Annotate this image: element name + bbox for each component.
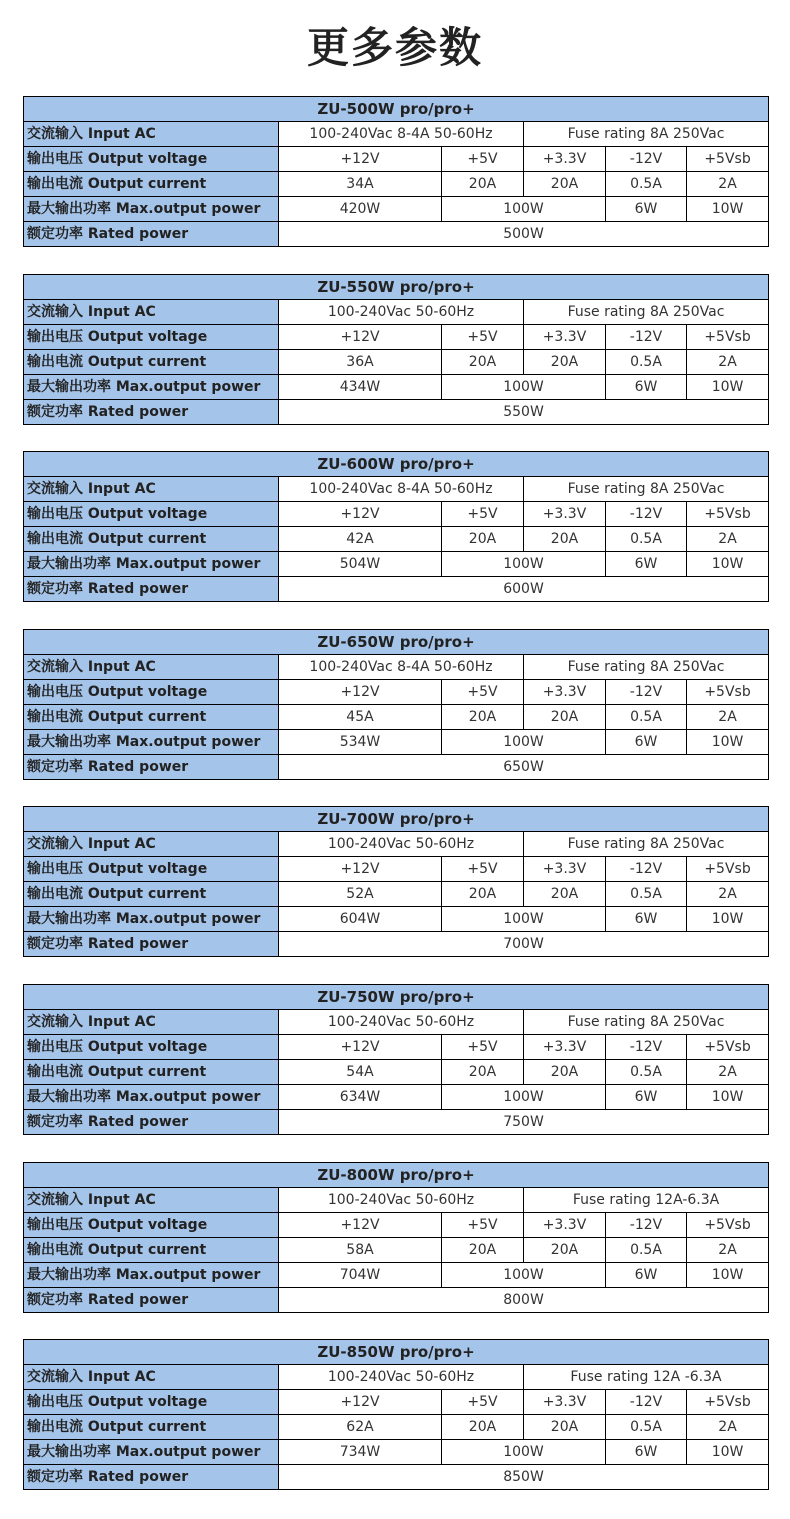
input-row [24,1188,769,1213]
input-label: 交流输入 Input AC [24,832,279,857]
max-power-cell: 10W [687,197,769,222]
voltage-cell: +5V [442,857,524,882]
current-cell: 54A [279,1060,442,1085]
model-row [24,275,769,300]
voltage-cell: +5Vsb [687,857,769,882]
current-cell: 45A [279,705,442,730]
voltage-cell: +5Vsb [687,502,769,527]
voltage-cell: -12V [606,502,687,527]
voltage-cell: +12V [279,680,442,705]
current-label: 输出电流 Output current [24,1238,279,1263]
rated-label: 额定功率 Rated power [24,222,279,247]
voltage-row [24,1213,769,1238]
rated-label: 额定功率 Rated power [24,577,279,602]
max-power-label: 最大输出功率 Max.output power [24,1085,279,1110]
max-power-cell: 10W [687,1440,769,1465]
model-row [24,807,769,832]
rated-power: 650W [279,755,769,780]
voltage-label: 输出电压 Output voltage [24,857,279,882]
voltage-cell: -12V [606,147,687,172]
current-cell: 2A [687,705,769,730]
current-cell: 20A [524,350,606,375]
rated-power: 850W [279,1465,769,1490]
current-cell: 0.5A [606,1415,687,1440]
max-power-row [24,1263,769,1288]
max-power-cell: 100W [442,907,606,932]
current-cell: 2A [687,527,769,552]
max-power-label: 最大输出功率 Max.output power [24,375,279,400]
current-label: 输出电流 Output current [24,350,279,375]
voltage-cell: +5V [442,1213,524,1238]
current-cell: 2A [687,350,769,375]
model-row [24,452,769,477]
max-power-cell: 100W [442,730,606,755]
max-power-cell: 100W [442,1085,606,1110]
current-cell: 20A [524,172,606,197]
current-label: 输出电流 Output current [24,1415,279,1440]
max-power-row [24,730,769,755]
spec-table [23,806,769,957]
current-row [24,1415,769,1440]
current-cell: 20A [524,527,606,552]
fuse-rating: Fuse rating 8A 250Vac [524,300,769,325]
voltage-label: 输出电压 Output voltage [24,680,279,705]
model-name: ZU-850W pro/pro+ [24,1340,769,1365]
max-power-row [24,552,769,577]
max-power-label: 最大输出功率 Max.output power [24,197,279,222]
max-power-cell: 420W [279,197,442,222]
model-name: ZU-500W pro/pro+ [24,97,769,122]
spec-table [23,984,769,1135]
voltage-cell: +5V [442,502,524,527]
model-row [24,985,769,1010]
input-label: 交流输入 Input AC [24,122,279,147]
current-row [24,1238,769,1263]
spec-table [23,1162,769,1313]
input-range: 100-240Vac 50-60Hz [279,1365,524,1390]
current-cell: 20A [442,172,524,197]
model-name: ZU-650W pro/pro+ [24,630,769,655]
rated-label: 额定功率 Rated power [24,755,279,780]
current-cell: 20A [524,1238,606,1263]
max-power-cell: 10W [687,552,769,577]
voltage-cell: +12V [279,325,442,350]
fuse-rating: Fuse rating 12A -6.3A [524,1365,769,1390]
input-range: 100-240Vac 50-60Hz [279,300,524,325]
max-power-cell: 704W [279,1263,442,1288]
voltage-cell: -12V [606,325,687,350]
max-power-row [24,1085,769,1110]
max-power-row [24,375,769,400]
spec-table [23,96,769,247]
max-power-row [24,197,769,222]
current-cell: 20A [524,1415,606,1440]
voltage-label: 输出电压 Output voltage [24,147,279,172]
current-label: 输出电流 Output current [24,705,279,730]
model-name: ZU-800W pro/pro+ [24,1163,769,1188]
max-power-cell: 634W [279,1085,442,1110]
voltage-cell: -12V [606,1390,687,1415]
spec-table [23,451,769,602]
fuse-rating: Fuse rating 8A 250Vac [524,122,769,147]
model-name: ZU-700W pro/pro+ [24,807,769,832]
model-name: ZU-550W pro/pro+ [24,275,769,300]
input-row [24,300,769,325]
rated-row [24,577,769,602]
current-cell: 20A [524,705,606,730]
voltage-cell: +12V [279,502,442,527]
current-cell: 20A [442,527,524,552]
current-cell: 20A [524,1060,606,1085]
voltage-cell: +3.3V [524,1035,606,1060]
voltage-label: 输出电压 Output voltage [24,1390,279,1415]
rated-power: 700W [279,932,769,957]
current-cell: 52A [279,882,442,907]
voltage-cell: +5V [442,1390,524,1415]
max-power-cell: 504W [279,552,442,577]
voltage-cell: +3.3V [524,1390,606,1415]
voltage-row [24,147,769,172]
fuse-rating: Fuse rating 8A 250Vac [524,477,769,502]
voltage-cell: +3.3V [524,502,606,527]
max-power-label: 最大输出功率 Max.output power [24,730,279,755]
max-power-cell: 6W [606,1440,687,1465]
input-row [24,122,769,147]
rated-row [24,222,769,247]
input-label: 交流输入 Input AC [24,1010,279,1035]
voltage-row [24,325,769,350]
model-row [24,1340,769,1365]
input-label: 交流输入 Input AC [24,1188,279,1213]
max-power-cell: 100W [442,375,606,400]
current-cell: 0.5A [606,527,687,552]
rated-power: 800W [279,1288,769,1313]
current-cell: 20A [442,1238,524,1263]
voltage-cell: +5Vsb [687,325,769,350]
max-power-cell: 6W [606,907,687,932]
voltage-cell: +5V [442,147,524,172]
spec-table [23,629,769,780]
input-row [24,832,769,857]
voltage-cell: +12V [279,1213,442,1238]
voltage-row [24,1390,769,1415]
voltage-cell: -12V [606,1035,687,1060]
fuse-rating: Fuse rating 12A-6.3A [524,1188,769,1213]
current-cell: 2A [687,1415,769,1440]
voltage-cell: -12V [606,680,687,705]
current-cell: 2A [687,1060,769,1085]
voltage-cell: +12V [279,857,442,882]
max-power-cell: 604W [279,907,442,932]
voltage-cell: +12V [279,147,442,172]
input-range: 100-240Vac 8-4A 50-60Hz [279,122,524,147]
max-power-cell: 6W [606,552,687,577]
rated-label: 额定功率 Rated power [24,1110,279,1135]
rated-row [24,1288,769,1313]
max-power-cell: 10W [687,1085,769,1110]
rated-row [24,932,769,957]
max-power-label: 最大输出功率 Max.output power [24,907,279,932]
voltage-cell: +3.3V [524,147,606,172]
rated-label: 额定功率 Rated power [24,400,279,425]
current-cell: 20A [442,705,524,730]
voltage-cell: +5Vsb [687,147,769,172]
max-power-cell: 6W [606,375,687,400]
voltage-row [24,1035,769,1060]
current-row [24,705,769,730]
voltage-cell: +5Vsb [687,1213,769,1238]
model-name: ZU-600W pro/pro+ [24,452,769,477]
current-cell: 2A [687,882,769,907]
current-cell: 34A [279,172,442,197]
max-power-cell: 6W [606,730,687,755]
current-cell: 0.5A [606,1060,687,1085]
current-cell: 20A [442,882,524,907]
max-power-label: 最大输出功率 Max.output power [24,1440,279,1465]
rated-power: 500W [279,222,769,247]
rated-row [24,400,769,425]
max-power-cell: 734W [279,1440,442,1465]
input-row [24,655,769,680]
voltage-cell: +12V [279,1035,442,1060]
current-cell: 20A [524,882,606,907]
max-power-cell: 534W [279,730,442,755]
rated-row [24,1110,769,1135]
voltage-cell: -12V [606,857,687,882]
current-cell: 0.5A [606,1238,687,1263]
model-name: ZU-750W pro/pro+ [24,985,769,1010]
current-cell: 62A [279,1415,442,1440]
voltage-cell: +5V [442,680,524,705]
input-range: 100-240Vac 8-4A 50-60Hz [279,655,524,680]
current-row [24,1060,769,1085]
max-power-cell: 100W [442,197,606,222]
voltage-cell: +3.3V [524,680,606,705]
max-power-row [24,1440,769,1465]
model-row [24,630,769,655]
current-row [24,172,769,197]
model-row [24,1163,769,1188]
voltage-cell: +5Vsb [687,1390,769,1415]
current-cell: 0.5A [606,172,687,197]
current-label: 输出电流 Output current [24,1060,279,1085]
model-row [24,97,769,122]
max-power-cell: 6W [606,1263,687,1288]
max-power-cell: 434W [279,375,442,400]
max-power-label: 最大输出功率 Max.output power [24,1263,279,1288]
current-label: 输出电流 Output current [24,527,279,552]
voltage-cell: +12V [279,1390,442,1415]
voltage-row [24,502,769,527]
current-cell: 58A [279,1238,442,1263]
max-power-cell: 10W [687,375,769,400]
voltage-cell: +5Vsb [687,1035,769,1060]
voltage-cell: +5V [442,325,524,350]
rated-power: 600W [279,577,769,602]
voltage-label: 输出电压 Output voltage [24,1035,279,1060]
voltage-cell: +3.3V [524,1213,606,1238]
rated-power: 550W [279,400,769,425]
voltage-label: 输出电压 Output voltage [24,502,279,527]
input-row [24,1010,769,1035]
fuse-rating: Fuse rating 8A 250Vac [524,1010,769,1035]
rated-label: 额定功率 Rated power [24,1465,279,1490]
voltage-cell: -12V [606,1213,687,1238]
current-cell: 20A [442,350,524,375]
voltage-label: 输出电压 Output voltage [24,325,279,350]
input-label: 交流输入 Input AC [24,655,279,680]
rated-row [24,1465,769,1490]
current-cell: 20A [442,1060,524,1085]
voltage-cell: +3.3V [524,325,606,350]
current-cell: 2A [687,172,769,197]
input-range: 100-240Vac 50-60Hz [279,832,524,857]
fuse-rating: Fuse rating 8A 250Vac [524,655,769,680]
rated-label: 额定功率 Rated power [24,932,279,957]
input-row [24,477,769,502]
page-title: 更多参数 [306,23,483,72]
current-cell: 0.5A [606,705,687,730]
input-label: 交流输入 Input AC [24,477,279,502]
input-range: 100-240Vac 50-60Hz [279,1010,524,1035]
current-row [24,350,769,375]
input-range: 100-240Vac 50-60Hz [279,1188,524,1213]
current-cell: 36A [279,350,442,375]
rated-label: 额定功率 Rated power [24,1288,279,1313]
fuse-rating: Fuse rating 8A 250Vac [524,832,769,857]
max-power-cell: 100W [442,1440,606,1465]
current-label: 输出电流 Output current [24,172,279,197]
current-cell: 2A [687,1238,769,1263]
max-power-cell: 100W [442,552,606,577]
max-power-label: 最大输出功率 Max.output power [24,552,279,577]
input-range: 100-240Vac 8-4A 50-60Hz [279,477,524,502]
spec-table [23,274,769,425]
current-label: 输出电流 Output current [24,882,279,907]
input-label: 交流输入 Input AC [24,1365,279,1390]
spec-table [23,1339,769,1490]
max-power-cell: 100W [442,1263,606,1288]
max-power-cell: 10W [687,1263,769,1288]
max-power-row [24,907,769,932]
voltage-cell: +3.3V [524,857,606,882]
max-power-cell: 10W [687,730,769,755]
current-cell: 0.5A [606,882,687,907]
voltage-row [24,680,769,705]
current-row [24,882,769,907]
current-cell: 0.5A [606,350,687,375]
rated-power: 750W [279,1110,769,1135]
current-row [24,527,769,552]
current-cell: 42A [279,527,442,552]
input-label: 交流输入 Input AC [24,300,279,325]
input-row [24,1365,769,1390]
max-power-cell: 6W [606,197,687,222]
voltage-row [24,857,769,882]
max-power-cell: 10W [687,907,769,932]
max-power-cell: 6W [606,1085,687,1110]
current-cell: 20A [442,1415,524,1440]
voltage-cell: +5V [442,1035,524,1060]
voltage-cell: +5Vsb [687,680,769,705]
voltage-label: 输出电压 Output voltage [24,1213,279,1238]
rated-row [24,755,769,780]
